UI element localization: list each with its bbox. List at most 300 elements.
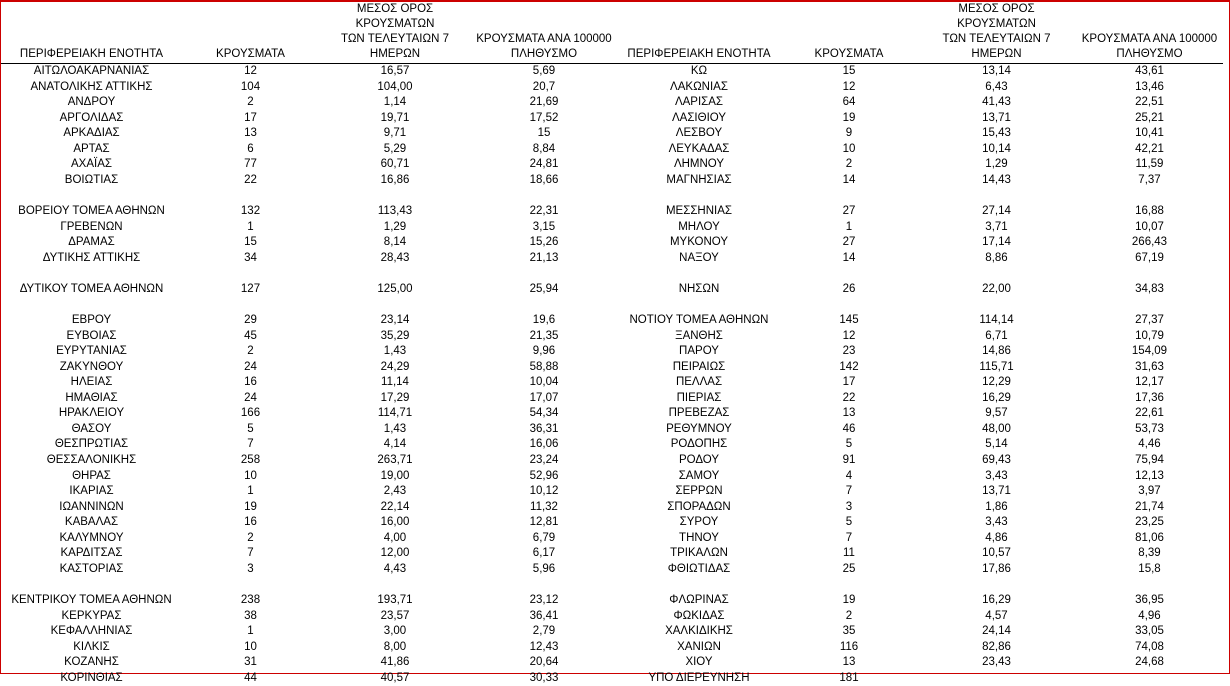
region-cell: ΝΟΤΙΟΥ ΤΟΜΕΑ ΑΘΗΝΩΝ [617,313,781,329]
per100k-cell: 36,95 [1076,593,1223,609]
table-row [617,453,1223,469]
cases-cell: 1 [182,484,319,500]
per100k-cell: 22,31 [471,204,617,220]
avg7-cell: 82,86 [917,640,1076,656]
cases-cell: 7 [182,546,319,562]
per100k-cell: 16,06 [471,437,617,453]
region-cell: ΜΥΚΟΝΟΥ [617,235,781,251]
table-row [617,313,1223,329]
avg7-cell: 5,14 [917,437,1076,453]
header-avg7: ΜΕΣΟΣ ΟΡΟΣ ΚΡΟΥΣΜΑΤΩΝ ΤΩΝ ΤΕΛΕΥΤΑΙΩΝ 7 ΗΜΕΡΩΝ [917,2,1076,64]
region-cell: ΙΚΑΡΙΑΣ [1,484,182,500]
cases-cell: 23 [781,344,917,360]
region-cell: ΑΡΤΑΣ [1,142,182,158]
region-cell: ΝΑΞΟΥ [617,251,781,267]
avg7-cell: 9,57 [917,406,1076,422]
avg7-cell: 27,14 [917,204,1076,220]
cases-cell: 26 [781,282,917,298]
region-cell: ΚΑΛΥΜΝΟΥ [1,531,182,547]
region-cell: ΔΡΑΜΑΣ [1,235,182,251]
region-cell: ΞΑΝΘΗΣ [617,329,781,345]
per100k-cell: 8,39 [1076,546,1223,562]
per100k-cell: 12,81 [471,515,617,531]
per100k-cell: 10,41 [1076,126,1223,142]
table-row [617,484,1223,500]
table-row [1,204,617,220]
avg7-cell: 41,86 [319,655,471,671]
spacer-cell [617,189,1223,205]
per100k-cell: 25,21 [1076,111,1223,127]
avg7-cell: 16,57 [319,64,471,80]
table-row [1,562,617,578]
region-cell: ΕΥΒΟΙΑΣ [1,329,182,345]
avg7-cell: 10,14 [917,142,1076,158]
region-cell: ΑΝΑΤΟΛΙΚΗΣ ΑΤΤΙΚΗΣ [1,80,182,96]
region-cell: ΣΕΡΡΩΝ [617,484,781,500]
table-row [1,126,617,142]
region-cell: ΠΙΕΡΙΑΣ [617,391,781,407]
table-row [1,173,617,189]
table-row [617,562,1223,578]
region-cell: ΛΑΣΙΘΙΟΥ [617,111,781,127]
table-row [1,344,617,360]
cases-cell: 11 [781,546,917,562]
table-row [617,142,1223,158]
cases-cell: 145 [781,313,917,329]
table-row [617,609,1223,625]
table-row [617,406,1223,422]
per100k-cell: 12,17 [1076,375,1223,391]
per100k-cell: 2,79 [471,624,617,640]
avg7-cell: 6,71 [917,329,1076,345]
avg7-cell: 16,86 [319,173,471,189]
region-cell: ΛΕΣΒΟΥ [617,126,781,142]
table-row [617,671,1223,686]
per100k-cell: 18,66 [471,173,617,189]
per100k-cell: 36,41 [471,609,617,625]
per100k-cell: 53,73 [1076,422,1223,438]
per100k-cell: 10,07 [1076,220,1223,236]
per100k-cell: 15 [471,126,617,142]
header-row [1,2,617,64]
region-cell: ΘΗΡΑΣ [1,469,182,485]
cases-cell: 27 [781,204,917,220]
region-cell: ΛΑΡΙΣΑΣ [617,95,781,111]
cases-cell: 3 [182,562,319,578]
spacer-row [617,578,1223,594]
avg7-cell: 104,00 [319,80,471,96]
cases-cell: 5 [182,422,319,438]
per100k-cell: 6,17 [471,546,617,562]
table-row [1,157,617,173]
header-per100k: ΚΡΟΥΣΜΑΤΑ ΑΝΑ 100000 ΠΛΗΘΥΣΜΟ [1076,2,1223,64]
cases-cell: 19 [781,593,917,609]
cases-cell: 4 [781,469,917,485]
per100k-cell: 10,79 [1076,329,1223,345]
avg7-cell: 4,00 [319,531,471,547]
table-row [617,126,1223,142]
table-row [617,391,1223,407]
avg7-cell: 17,14 [917,235,1076,251]
per100k-cell: 5,96 [471,562,617,578]
table-row [1,111,617,127]
cases-cell: 35 [781,624,917,640]
region-cell: ΛΕΥΚΑΔΑΣ [617,142,781,158]
region-cell: ΕΥΡΥΤΑΝΙΑΣ [1,344,182,360]
cases-cell: 258 [182,453,319,469]
spacer-cell [617,297,1223,313]
avg7-cell: 4,14 [319,437,471,453]
region-cell: ΕΒΡΟΥ [1,313,182,329]
table-row [1,515,617,531]
region-cell: ΚΟΖΑΝΗΣ [1,655,182,671]
cases-cell: 127 [182,282,319,298]
cases-cell: 31 [182,655,319,671]
table-row [617,640,1223,656]
cases-cell: 19 [781,111,917,127]
region-cell: ΥΠΟ ΔΙΕΡΕΥΝΗΣΗ [617,671,781,686]
region-cell: ΧΑΝΙΩΝ [617,640,781,656]
avg7-cell: 1,86 [917,500,1076,516]
table-row [617,375,1223,391]
avg7-cell: 3,43 [917,469,1076,485]
region-cell: ΜΕΣΣΗΝΙΑΣ [617,204,781,220]
table-row [1,609,617,625]
spacer-cell [617,266,1223,282]
spacer-cell [1,297,617,313]
per100k-cell: 24,68 [1076,655,1223,671]
avg7-cell: 16,29 [917,391,1076,407]
cases-cell: 24 [182,391,319,407]
region-cell: ΗΡΑΚΛΕΙΟΥ [1,406,182,422]
per100k-cell: 6,79 [471,531,617,547]
avg7-cell: 115,71 [917,360,1076,376]
cases-cell: 6 [182,142,319,158]
header-avg7: ΜΕΣΟΣ ΟΡΟΣ ΚΡΟΥΣΜΑΤΩΝ ΤΩΝ ΤΕΛΕΥΤΑΙΩΝ 7 ΗΜΕΡΩΝ [319,2,471,64]
cases-cell: 45 [182,329,319,345]
region-cell: ΣΑΜΟΥ [617,469,781,485]
cases-cell: 104 [182,80,319,96]
header-region: ΠΕΡΙΦΕΡΕΙΑΚΗ ΕΝΟΤΗΤΑ [617,2,781,64]
avg7-cell: 113,43 [319,204,471,220]
avg7-cell: 1,29 [319,220,471,236]
avg7-cell: 16,00 [319,515,471,531]
table-row [1,531,617,547]
header-cases: ΚΡΟΥΣΜΑΤΑ [182,2,319,64]
cases-cell: 34 [182,251,319,267]
spacer-row [617,189,1223,205]
cases-cell: 22 [182,173,319,189]
region-cell: ΚΑΡΔΙΤΣΑΣ [1,546,182,562]
table-row [617,64,1223,80]
cases-cell: 5 [781,515,917,531]
cases-cell: 116 [781,640,917,656]
cases-cell: 15 [781,64,917,80]
region-cell: ΚΑΣΤΟΡΙΑΣ [1,562,182,578]
region-cell: ΣΠΟΡΑΔΩΝ [617,500,781,516]
per100k-cell: 9,96 [471,344,617,360]
cases-cell: 16 [182,515,319,531]
avg7-cell: 14,43 [917,173,1076,189]
per100k-cell: 43,61 [1076,64,1223,80]
table-row [617,251,1223,267]
per100k-cell: 22,61 [1076,406,1223,422]
cases-cell: 27 [781,235,917,251]
per100k-cell: 21,13 [471,251,617,267]
table-row [617,344,1223,360]
per100k-cell: 75,94 [1076,453,1223,469]
avg7-cell: 193,71 [319,593,471,609]
region-cell: ΧΑΛΚΙΔΙΚΗΣ [617,624,781,640]
cases-cell: 2 [182,95,319,111]
per100k-cell: 67,19 [1076,251,1223,267]
cases-cell: 12 [781,329,917,345]
region-cell: ΙΩΑΝΝΙΝΩΝ [1,500,182,516]
per100k-cell: 17,07 [471,391,617,407]
cases-cell: 77 [182,157,319,173]
avg7-cell: 4,86 [917,531,1076,547]
per100k-cell: 12,43 [471,640,617,656]
table-row [617,235,1223,251]
region-cell: ΚΙΛΚΙΣ [1,640,182,656]
cases-cell: 19 [182,500,319,516]
cases-cell: 238 [182,593,319,609]
avg7-cell: 13,14 [917,64,1076,80]
per100k-cell: 15,26 [471,235,617,251]
cases-table-left [1,2,617,686]
table-row [1,546,617,562]
per100k-cell: 21,69 [471,95,617,111]
per100k-cell: 22,51 [1076,95,1223,111]
table-row [1,391,617,407]
table-row [617,173,1223,189]
per100k-cell: 5,69 [471,64,617,80]
region-cell: ΘΕΣΣΑΛΟΝΙΚΗΣ [1,453,182,469]
per100k-cell [1076,671,1223,686]
region-cell: ΗΛΕΙΑΣ [1,375,182,391]
table-row [617,546,1223,562]
table-row [1,453,617,469]
cases-cell: 64 [781,95,917,111]
table-row [617,329,1223,345]
region-cell: ΜΗΛΟΥ [617,220,781,236]
table-row [617,157,1223,173]
region-cell: ΘΑΣΟΥ [1,422,182,438]
per100k-cell: 266,43 [1076,235,1223,251]
avg7-cell: 263,71 [319,453,471,469]
avg7-cell: 22,14 [319,500,471,516]
per100k-cell: 4,96 [1076,609,1223,625]
table-row [1,64,617,80]
cases-cell: 24 [182,360,319,376]
table-row [1,500,617,516]
table-row [617,204,1223,220]
table-row [1,313,617,329]
region-cell: ΠΡΕΒΕΖΑΣ [617,406,781,422]
cases-cell: 44 [182,671,319,686]
table-row [617,437,1223,453]
cases-cell: 25 [781,562,917,578]
per100k-cell: 74,08 [1076,640,1223,656]
avg7-cell: 23,57 [319,609,471,625]
avg7-cell: 48,00 [917,422,1076,438]
cases-cell: 2 [182,531,319,547]
avg7-cell: 12,00 [319,546,471,562]
avg7-cell: 17,86 [917,562,1076,578]
region-cell: ΑΡΚΑΔΙΑΣ [1,126,182,142]
table-row [1,655,617,671]
avg7-cell: 24,29 [319,360,471,376]
per100k-cell: 16,88 [1076,204,1223,220]
region-cell: ΚΑΒΑΛΑΣ [1,515,182,531]
avg7-cell: 14,86 [917,344,1076,360]
avg7-cell: 1,43 [319,344,471,360]
region-cell: ΔΥΤΙΚΟΥ ΤΟΜΕΑ ΑΘΗΝΩΝ [1,282,182,298]
table-row [1,282,617,298]
table-row [1,469,617,485]
per100k-cell: 20,7 [471,80,617,96]
cases-cell: 12 [781,80,917,96]
per100k-cell: 42,21 [1076,142,1223,158]
per100k-cell: 17,52 [471,111,617,127]
avg7-cell: 13,71 [917,111,1076,127]
region-cell: ΣΥΡΟΥ [617,515,781,531]
cases-cell: 17 [182,111,319,127]
table-row [1,235,617,251]
region-cell: ΠΑΡΟΥ [617,344,781,360]
table-row [617,500,1223,516]
region-cell: ΘΕΣΠΡΩΤΙΑΣ [1,437,182,453]
avg7-cell: 24,14 [917,624,1076,640]
region-cell: ΜΑΓΝΗΣΙΑΣ [617,173,781,189]
avg7-cell: 23,43 [917,655,1076,671]
table-row [617,515,1223,531]
cases-cell: 2 [182,344,319,360]
region-cell: ΑΙΤΩΛΟΑΚΑΡΝΑΝΙΑΣ [1,64,182,80]
cases-cell: 142 [781,360,917,376]
table-row [1,406,617,422]
cases-cell: 181 [781,671,917,686]
per100k-cell: 58,88 [471,360,617,376]
spacer-row [617,266,1223,282]
region-cell: ΗΜΑΘΙΑΣ [1,391,182,407]
spacer-row [1,297,617,313]
table-row [1,437,617,453]
cases-cell: 1 [781,220,917,236]
avg7-cell: 114,71 [319,406,471,422]
cases-cell: 10 [182,469,319,485]
per100k-cell: 36,31 [471,422,617,438]
avg7-cell: 19,00 [319,469,471,485]
table-row [1,329,617,345]
per100k-cell: 8,84 [471,142,617,158]
avg7-cell: 6,43 [917,80,1076,96]
table-row [1,671,617,686]
avg7-cell: 35,29 [319,329,471,345]
avg7-cell: 4,43 [319,562,471,578]
avg7-cell: 5,29 [319,142,471,158]
table-row [617,282,1223,298]
cases-cell: 22 [781,391,917,407]
avg7-cell: 15,43 [917,126,1076,142]
per100k-cell: 81,06 [1076,531,1223,547]
cases-cell: 13 [781,655,917,671]
avg7-cell: 40,57 [319,671,471,686]
table-row [617,593,1223,609]
region-cell: ΤΡΙΚΑΛΩΝ [617,546,781,562]
per100k-cell: 24,81 [471,157,617,173]
avg7-cell: 10,57 [917,546,1076,562]
avg7-cell: 8,14 [319,235,471,251]
per100k-cell: 20,64 [471,655,617,671]
per100k-cell: 3,97 [1076,484,1223,500]
spacer-cell [1,266,617,282]
avg7-cell: 8,86 [917,251,1076,267]
per100k-cell: 3,15 [471,220,617,236]
per100k-cell: 4,46 [1076,437,1223,453]
per100k-cell: 11,32 [471,500,617,516]
avg7-cell: 125,00 [319,282,471,298]
avg7-cell: 3,00 [319,624,471,640]
avg7-cell: 17,29 [319,391,471,407]
region-cell: ΚΕΝΤΡΙΚΟΥ ΤΟΜΕΑ ΑΘΗΝΩΝ [1,593,182,609]
region-cell: ΤΗΝΟΥ [617,531,781,547]
avg7-cell: 41,43 [917,95,1076,111]
region-cell: ΓΡΕΒΕΝΩΝ [1,220,182,236]
header-per100k: ΚΡΟΥΣΜΑΤΑ ΑΝΑ 100000 ΠΛΗΘΥΣΜΟ [471,2,617,64]
header-cases: ΚΡΟΥΣΜΑΤΑ [781,2,917,64]
table-body-right [617,64,1223,686]
avg7-cell: 9,71 [319,126,471,142]
avg7-cell: 1,43 [319,422,471,438]
avg7-cell: 12,29 [917,375,1076,391]
cases-cell: 12 [182,64,319,80]
table-row [617,422,1223,438]
avg7-cell: 11,14 [319,375,471,391]
per100k-cell: 52,96 [471,469,617,485]
table-body-left [1,64,617,686]
table-row [617,624,1223,640]
avg7-cell: 60,71 [319,157,471,173]
region-cell: ΦΛΩΡΙΝΑΣ [617,593,781,609]
table-row [1,375,617,391]
avg7-cell: 114,14 [917,313,1076,329]
per100k-cell: 23,25 [1076,515,1223,531]
avg7-cell: 23,14 [319,313,471,329]
region-cell: ΖΑΚΥΝΘΟΥ [1,360,182,376]
table-row [617,655,1223,671]
table-row [1,640,617,656]
table-row [617,531,1223,547]
region-cell: ΡΟΔΟΥ [617,453,781,469]
table-row [617,80,1223,96]
region-cell: ΛΑΚΩΝΙΑΣ [617,80,781,96]
spacer-cell [1,578,617,594]
per100k-cell: 54,34 [471,406,617,422]
cases-cell: 1 [182,220,319,236]
table-row [1,80,617,96]
cases-cell: 7 [781,484,917,500]
region-cell: ΝΗΣΩΝ [617,282,781,298]
cases-cell: 7 [182,437,319,453]
cases-cell: 29 [182,313,319,329]
per100k-cell: 33,05 [1076,624,1223,640]
spacer-row [1,266,617,282]
region-cell: ΡΕΘΥΜΝΟΥ [617,422,781,438]
region-cell: ΧΙΟΥ [617,655,781,671]
cases-cell: 91 [781,453,917,469]
cases-cell: 166 [182,406,319,422]
